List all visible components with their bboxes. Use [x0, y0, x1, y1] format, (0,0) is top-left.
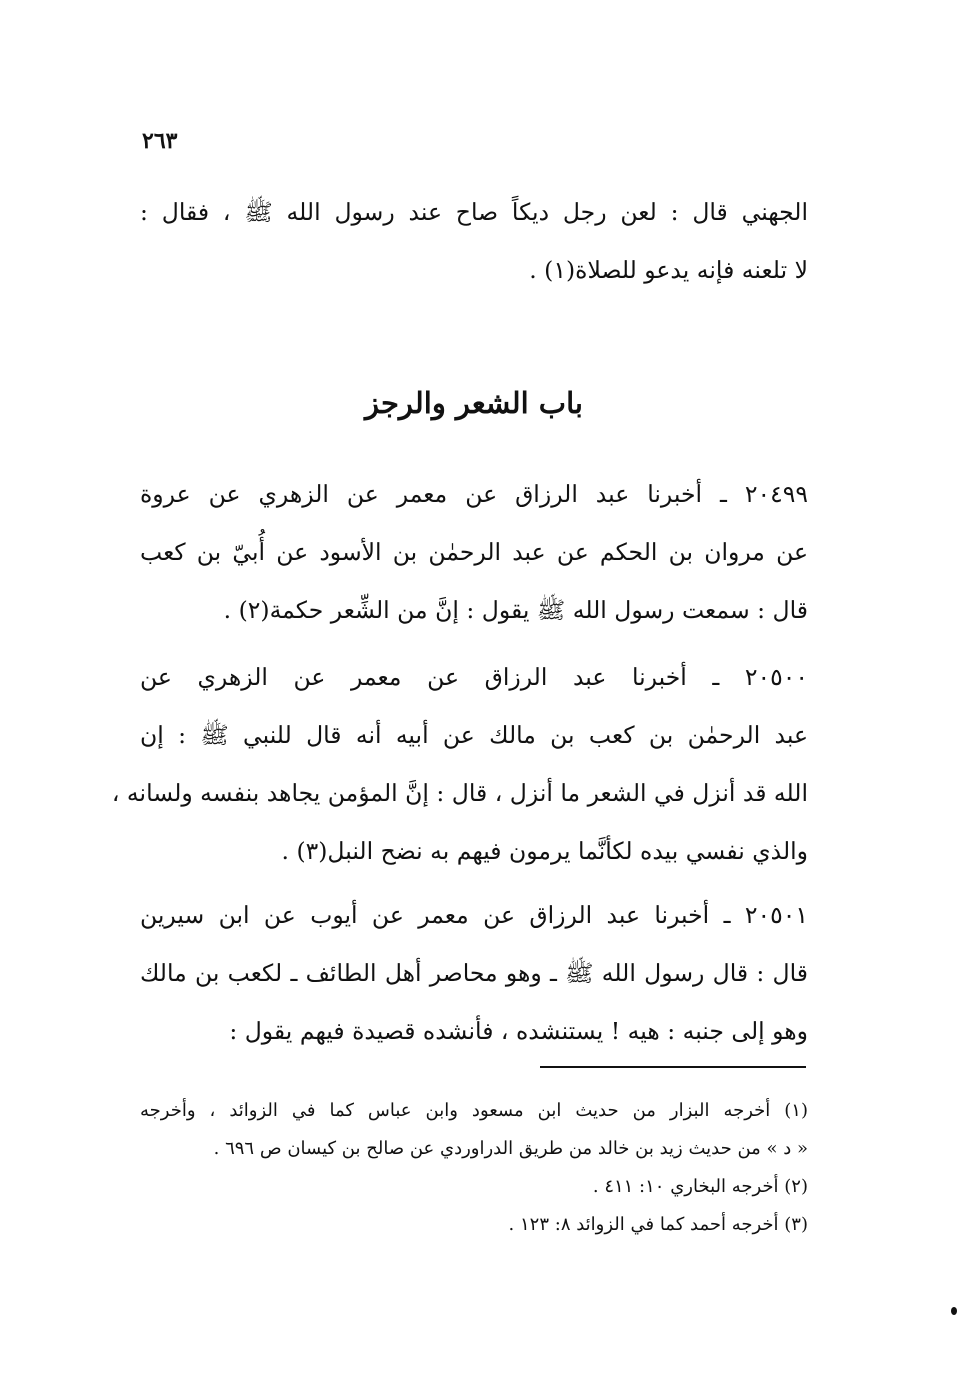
- footnote-1-line-1: (١) أخرجه البزار من حديث ابن مسعود وابن عباس كما في الزوائد ، وأخرجه: [140, 1100, 808, 1121]
- hadith-20501: [140, 886, 808, 1060]
- footnote-2: (٢) أخرجه البخاري ١٠: ٤١١ .: [592, 1176, 808, 1197]
- hadith-20501-line-2: قال : قال رسول الله ﷺ ـ وهو محاصر أهل الطائف ـ لكعب بن مالك: [140, 959, 808, 987]
- chapter-title: باب الشعر والرجز: [365, 386, 583, 420]
- hadith-20500-line-2: عبد الرحمٰن بن كعب بن مالك عن أبيه أنه قال للنبي ﷺ : إن: [140, 721, 808, 749]
- hadith-20499: [140, 465, 808, 639]
- intro-paragraph: [140, 183, 808, 299]
- intro-line-1: الجهني قال : لعن رجل ديكاً صاح عند رسول الله ﷺ ، فقال :: [140, 198, 808, 226]
- footnote-1-line-2: « د » من حديث زيد بن خالد من طريق الدراوردي عن صالح بن كيسان ص ٦٩٦ .: [213, 1138, 808, 1159]
- hadith-20499-line-1: ٢٠٤٩٩ ـ أخبرنا عبد الرزاق عن معمر عن الزهري عن عروة: [140, 480, 808, 508]
- scan-mark: [951, 1307, 957, 1315]
- hadith-20500-line-3: الله قد أنزل في الشعر ما أنزل ، قال : إنَّ المؤمن يجاهد بنفسه ولسانه ،: [111, 779, 808, 807]
- hadith-20500-line-1: ٢٠٥٠٠ ـ أخبرنا عبد الرزاق عن معمر عن الزهري عن: [140, 663, 808, 691]
- hadith-20500: [111, 648, 808, 880]
- footnote-3: (٣) أخرجه أحمد كما في الزوائد ٨: ١٢٣ .: [508, 1214, 808, 1235]
- hadith-20501-line-3: وهو إلى جنبه : هيه ! يستنشده ، فأنشده قصيدة فيهم يقول :: [229, 1017, 808, 1045]
- intro-line-2: لا تلعنه فإنه يدعو للصلاة(١) .: [529, 256, 808, 284]
- hadith-20501-line-1: ٢٠٥٠١ ـ أخبرنا عبد الرزاق عن معمر عن أيوب عن ابن سيرين: [140, 901, 808, 929]
- hadith-20500-line-4: والذي نفسي بيده لكأنَّما يرمون فيهم به نضح النبل(٣) .: [281, 837, 808, 865]
- hadith-20499-line-2: عن مروان بن الحكم عن عبد الرحمٰن بن الأسود عن أُبيّ بن كعب: [140, 538, 808, 566]
- footnote-divider: [540, 1066, 806, 1068]
- footnotes: [140, 1092, 808, 1244]
- page-number: ٢٦٣: [142, 128, 178, 154]
- hadith-20499-line-3: قال : سمعت رسول الله ﷺ يقول : إنَّ من الشِّعر حكمة(٢) .: [223, 596, 808, 624]
